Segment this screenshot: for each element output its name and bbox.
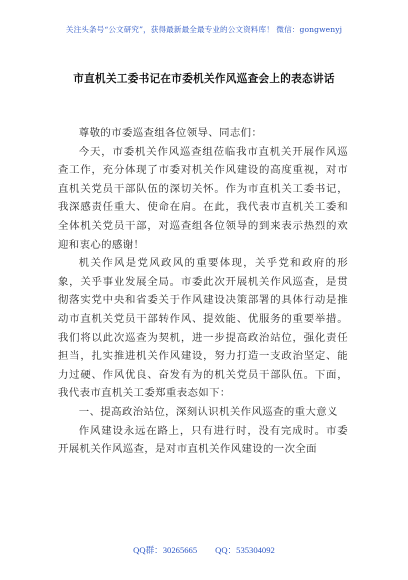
promo-header: 关注头条号“公文研究”，获得最新最全最专业的公文资料库！ 微信：gongwenyj (65, 25, 343, 34)
section-heading-1: 一、提高政治站位，深刻认识机关作风巡查的重大意义 (78, 405, 338, 418)
promo-footer (0, 544, 408, 556)
body-paragraph-3: 作风建设永远在路上，只有进行时，没有完成时。市委开展机关作风巡查，是对市直机关作风建设的一次全面 (58, 424, 348, 456)
qq-group-number: QQ群：30265665 (133, 545, 198, 555)
qq-number: QQ：535304092 (215, 545, 275, 555)
salutation: 尊敬的市委巡查组各位领导、同志们： (78, 127, 263, 139)
document-title: 市直机关工委书记在市委机关作风巡查会上的表态讲话 (73, 73, 335, 85)
document-body (58, 124, 348, 459)
body-paragraph-1: 今天，市委机关作风巡查组莅临我市直机关开展作风巡查工作，充分体现了市委对机关作风建设的高度重视，对市直机关党员干部队伍的深切关怀。作为市直机关工委书记，我深感责任重大、使命在肩。在此，我代表市直机关工委和全体机关党员干部，对巡查组各位领导的到来表示热烈的欢迎和衷心的感谢！ (58, 145, 348, 251)
body-paragraph-2: 机关作风是党风政风的重要体现，关乎党和政府的形象，关乎事业发展全局。市委此次开展机关作风巡查，是贯彻落实党中央和省委关于作风建设决策部署的具体行动是推动市直机关党员干部转作风、提效能、优服务的重要举措。我们将以此次巡查为契机，进一步提高政治站位，强化责任担当，扎实推进机关作风建设，努力打造一支政治坚定、能力过硬、作风优良、奋发有为的机关党员干部队伍。下面，我代表市直机关工委郑重表态如下： (58, 257, 348, 400)
